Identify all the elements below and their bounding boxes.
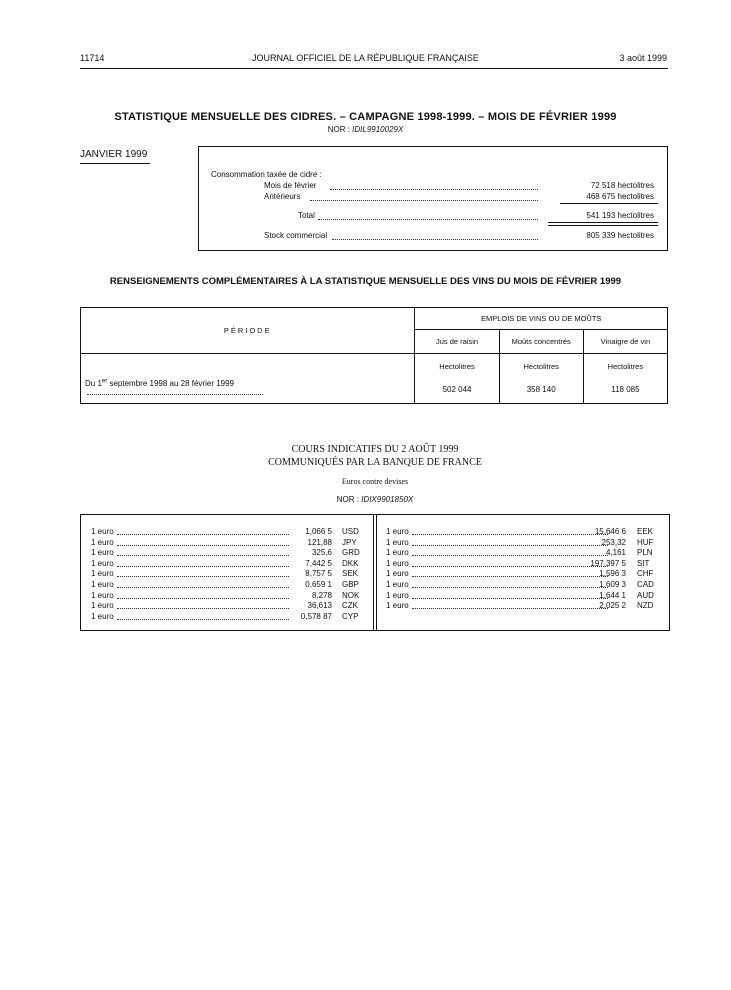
cidres-title: STATISTIQUE MENSUELLE DES CIDRES. – CAMPAGNE 1998-1999. – MOIS DE FÉVRIER 1999: [114, 111, 617, 123]
leader-dots: [117, 545, 289, 546]
rate-value: 7,442 5: [305, 558, 332, 568]
rate-value: 1,066 5: [305, 527, 332, 536]
issue-date: 3 août 1999: [619, 53, 667, 63]
leader-dots: [117, 555, 289, 556]
currency-code: SEK: [342, 569, 359, 579]
rate-value: 36,613: [307, 601, 332, 611]
total-value: 541 193 hectolitres: [586, 211, 654, 220]
currency-code: JPY: [342, 537, 357, 547]
stock-value: 805 339 hectolitres: [586, 231, 654, 240]
total-double-rule: [548, 225, 658, 226]
currency-code: USD: [342, 527, 359, 536]
header-rule: [80, 68, 668, 69]
currency-code: HUF: [637, 537, 654, 547]
rate-label: 1 euro: [386, 601, 409, 611]
stock-label: Stock commercial: [264, 231, 328, 240]
rate-label: 1 euro: [91, 601, 114, 611]
currency-code: NZD: [637, 601, 654, 611]
leader-dots: [117, 587, 289, 588]
cidres-nor-label: NOR :: [327, 125, 350, 134]
rate-value: 8,757 5: [305, 569, 332, 579]
rate-label: 1 euro: [386, 527, 409, 536]
value-cell: [583, 354, 667, 404]
currency-code: DKK: [342, 558, 359, 568]
cours-title-line1: COURS INDICATIFS DU 2 AOÛT 1999: [291, 444, 459, 455]
value-cell: [499, 354, 583, 404]
currency-code: AUD: [637, 590, 654, 600]
leader-dots: [117, 598, 289, 599]
rate-value: 1,596 3: [599, 569, 626, 579]
month-underline: [80, 163, 150, 164]
periode-header: PÉRIODE: [81, 308, 415, 354]
currency-code: NOK: [342, 590, 360, 600]
leader-dots: [318, 219, 538, 220]
currency-code: GBP: [342, 580, 359, 589]
cidres-row-label: Mois de février: [264, 181, 317, 190]
rate-label: 1 euro: [91, 569, 114, 579]
unit-label: Hectolitres: [607, 362, 644, 371]
currency-code: EEK: [637, 527, 654, 536]
leader-dots: [310, 200, 538, 201]
rate-label: 1 euro: [91, 590, 114, 600]
value-cell: [415, 354, 499, 404]
leader-dots: [87, 394, 263, 395]
leader-dots: [330, 189, 538, 190]
rate-label: 1 euro: [386, 590, 409, 600]
cidres-nor: [0, 125, 731, 134]
rate-value: 253,32: [601, 537, 626, 547]
leader-dots: [117, 608, 289, 609]
cidres-row-value: 72 518 hectolitres: [590, 181, 654, 190]
rate-label: 1 euro: [386, 537, 409, 547]
cours-subtitle: Euros contre devises: [341, 477, 409, 486]
rate-label: 1 euro: [91, 527, 114, 536]
column-header: Moûts concentrés: [499, 330, 583, 354]
cours-nor-code: IDIX9901850X: [361, 495, 414, 504]
period-cell: [81, 354, 415, 404]
cidres-row-label: Antérieurs: [264, 192, 301, 201]
currency-code: CHF: [637, 569, 654, 579]
vins-table: [80, 307, 668, 404]
column-divider: [373, 514, 374, 631]
cidres-row-value: 468 675 hectolitres: [586, 192, 654, 201]
rate-value: 15,646 6: [594, 527, 626, 536]
journal-title: JOURNAL OFFICIEL DE LA RÉPUBLIQUE FRANÇAISE: [252, 53, 479, 63]
currency-code: PLN: [637, 548, 653, 558]
rate-value: 325,6: [311, 548, 332, 558]
unit-label: Hectolitres: [523, 362, 559, 371]
rate-label: 1 euro: [386, 558, 409, 568]
rate-label: 1 euro: [91, 558, 114, 568]
rate-label: 1 euro: [386, 580, 409, 589]
currency-code: CYP: [342, 611, 359, 621]
column-divider: [376, 514, 377, 631]
column-header: Jus de raisin: [415, 330, 499, 354]
rate-label: 1 euro: [91, 548, 114, 558]
total-label: Total: [298, 211, 315, 220]
currency-code: SIT: [637, 558, 650, 568]
rate-value: 1,609 3: [599, 580, 626, 589]
cidres-month: JANVIER 1999: [80, 149, 148, 160]
total-double-rule: [548, 222, 658, 223]
leader-dots: [117, 534, 289, 535]
page-number: 11714: [80, 53, 105, 63]
consumption-label: Consommation taxée de cidre :: [211, 170, 322, 179]
period-label: Du 1er septembre 1998 au 28 février 1999: [85, 378, 234, 388]
currency-code: CAD: [637, 580, 654, 589]
total-rule: [560, 203, 658, 204]
rate-value: 121,88: [307, 537, 332, 547]
rate-value: 197,397 5: [590, 558, 626, 568]
currency-code: GRD: [342, 548, 360, 558]
rate-value: 0,578 87: [300, 611, 332, 621]
emplois-header: EMPLOIS DE VINS OU DE MOÛTS: [415, 308, 668, 330]
rate-label: 1 euro: [386, 548, 409, 558]
leader-dots: [117, 619, 289, 620]
period-value: 502 044: [442, 385, 472, 394]
leader-dots: [117, 566, 289, 567]
leader-dots: [117, 576, 289, 577]
cours-nor: [0, 495, 731, 504]
cours-title-line2: COMMUNIQUÉS PAR LA BANQUE DE FRANCE: [268, 457, 482, 468]
cidres-nor-code: IDIL9910029X: [352, 125, 404, 134]
rate-label: 1 euro: [386, 569, 409, 579]
rate-value: 1,644 1: [599, 590, 626, 600]
period-value: 358 140: [526, 385, 556, 394]
rate-label: 1 euro: [91, 537, 114, 547]
rate-value: 0,659 1: [305, 580, 332, 589]
unit-label: Hectolitres: [439, 362, 475, 371]
rate-value: 4,161: [605, 548, 626, 558]
currency-code: CZK: [342, 601, 358, 611]
column-header: Vinaigre de vin: [583, 330, 667, 354]
vins-title: RENSEIGNEMENTS COMPLÉMENTAIRES À LA STATISTIQUE MENSUELLE DES VINS DU MOIS DE FÉVRIER 1999: [109, 276, 622, 287]
rate-value: 8,278: [311, 590, 332, 600]
rate-label: 1 euro: [91, 611, 114, 621]
rate-label: 1 euro: [91, 580, 114, 589]
cours-nor-label: NOR :: [336, 495, 359, 504]
period-value: 118 085: [611, 385, 640, 394]
leader-dots: [332, 239, 538, 240]
rate-value: 2,025 2: [599, 601, 626, 611]
